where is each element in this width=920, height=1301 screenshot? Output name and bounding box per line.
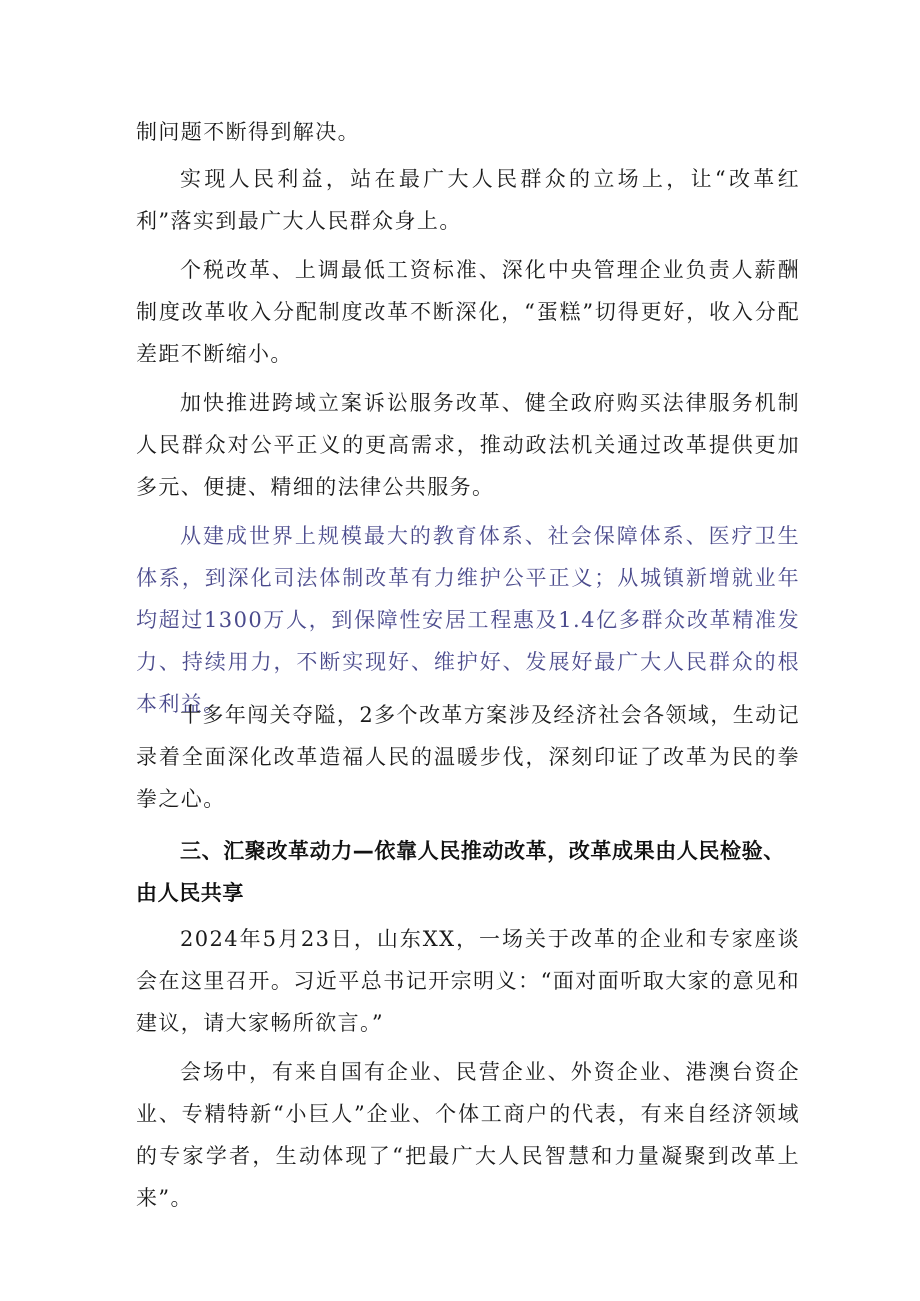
section-heading: 三、汇聚改革动力—依靠人民推动改革，改革成果由人民检验、由人民共享	[136, 839, 785, 905]
paragraph-legal-services: 加快推进跨域立案诉讼服务改革、健全政府购买法律服务机制人民群众对公平正义的更高需求，推动政法机关通过改革提供更加多元、便捷、精细的法律公共服务。	[136, 391, 800, 499]
paragraph-continued: 制问题不断得到解决。	[136, 120, 360, 144]
paragraph-social-systems: 从建成世界上规模最大的教育体系、社会保障体系、医疗卫生体系，到深化司法体制改革有力维护公平正义；从城镇新增就业年均超过1300万人，到保障性安居工程惠及1.4亿多群众改革精准发力、持续用力，不断实现好、维护好、发展好最广大人民群众的根本利益。	[136, 524, 800, 716]
paragraph-reform-dividends: 实现人民利益，站在最广大人民群众的立场上，让“改革红利”落实到最广大人民群众身上。	[136, 167, 800, 233]
paragraph-participants: 会场中，有来自国有企业、民营企业、外资企业、港澳台资企业、专精特新“小巨人”企业、个体工商户的代表，有来自经济领域的专家学者，生动体现了“把最广大人民智慧和力量凝聚到改革上来”。	[136, 1060, 800, 1210]
paragraph-reform-plans: 十多年闯关夺隘，2多个改革方案涉及经济社会各领域，生动记录着全面深化改革造福人民的温暖步伐，深刻印证了改革为民的拳拳之心。	[136, 703, 800, 811]
paragraph-symposium: 2024年5月23日，山东XX，一场关于改革的企业和专家座谈会在这里召开。习近平总书记开宗明义：“面对面听取大家的意见和建议，请大家畅所欲言。”	[136, 927, 800, 1035]
paragraph-income-distribution: 个税改革、上调最低工资标准、深化中央管理企业负责人薪酬制度改革收入分配制度改革不断深化，“蛋糕”切得更好，收入分配差距不断缩小。	[136, 258, 800, 366]
